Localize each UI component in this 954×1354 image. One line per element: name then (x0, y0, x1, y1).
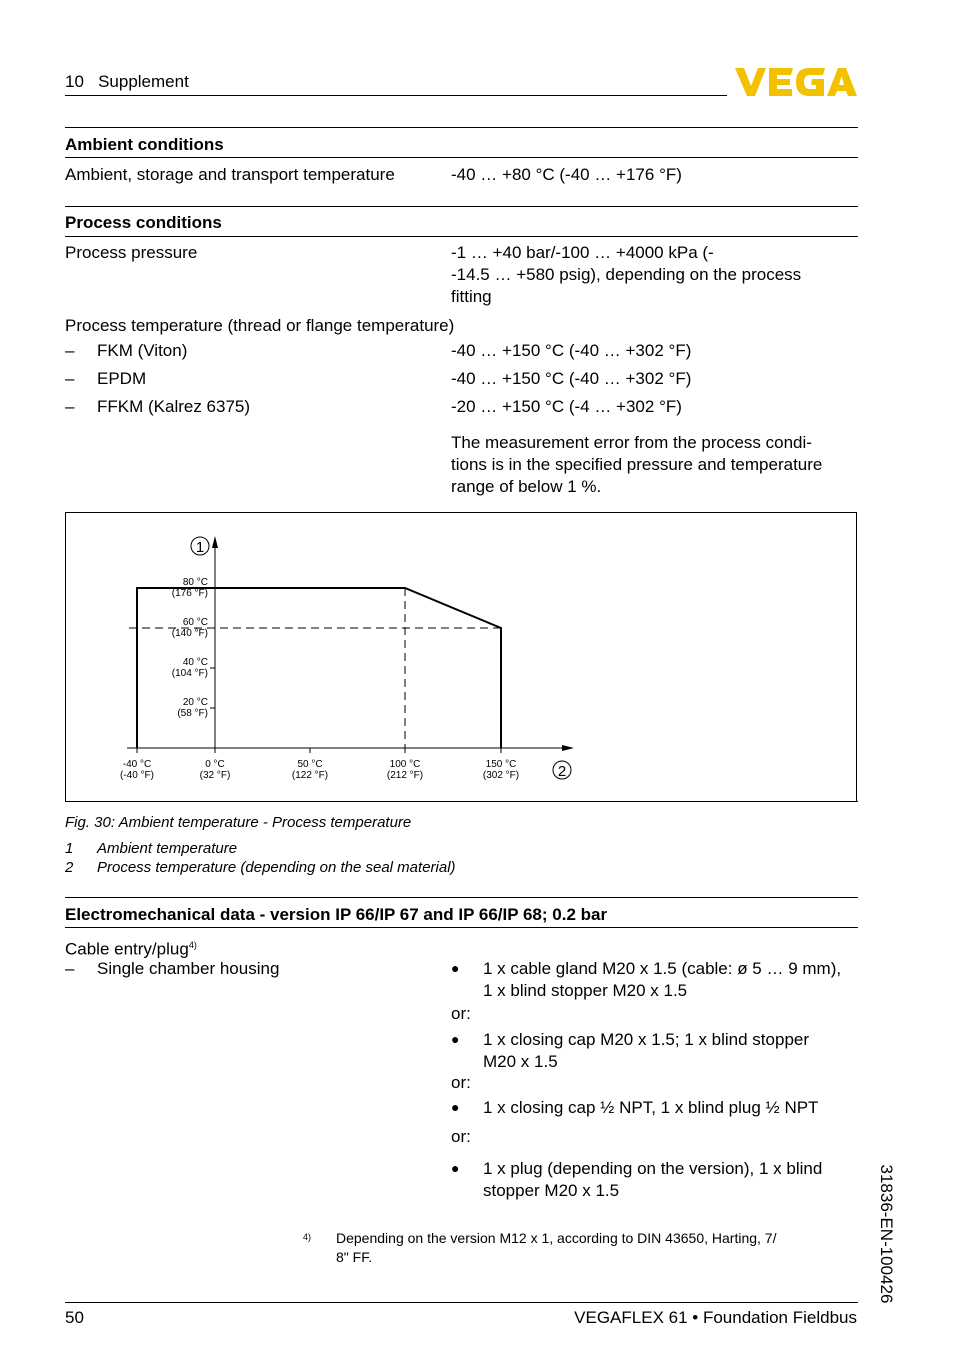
footer-product: VEGAFLEX 61 • Foundation Fieldbus (574, 1308, 857, 1327)
process-heading: Process conditions (65, 213, 222, 232)
y-tick-label: (176 °F) (171, 588, 208, 599)
y-tick-label: 60 °C (182, 617, 208, 628)
page-number: 50 (65, 1308, 84, 1327)
section-header: 10 Supplement (65, 72, 189, 91)
y-tick-label: (58 °F) (177, 708, 208, 719)
x-axis-marker-label: 2 (557, 763, 567, 780)
x-tick-label: (32 °F) (199, 770, 231, 781)
bullet-icon: ● (451, 1031, 460, 1047)
option-line: stopper M20 x 1.5 (483, 1181, 620, 1200)
option-2 (483, 1029, 809, 1073)
footer-rule (65, 1302, 858, 1303)
rule (65, 897, 858, 898)
rule (65, 236, 858, 237)
pressure-line: fitting (451, 287, 492, 306)
pressure-value (451, 242, 801, 308)
seal-value-ffkm: -20 … +150 °C (-4 … +302 °F) (451, 397, 682, 416)
x-tick-label: 0 °C (205, 759, 225, 770)
measurement-note (451, 432, 822, 498)
housing-dash: – (65, 959, 75, 978)
y-tick-label: 40 °C (182, 657, 208, 668)
x-axis-arrow (562, 745, 574, 751)
note-line: range of below 1 %. (451, 477, 602, 496)
x-tick-label: (122 °F) (291, 770, 329, 781)
y-tick-label: 20 °C (182, 697, 208, 708)
option-3 (483, 1097, 818, 1119)
ambient-heading: Ambient conditions (65, 135, 224, 154)
option-line: 1 x closing cap M20 x 1.5; 1 x blind stopper (483, 1030, 810, 1049)
footnote-line: Depending on the version M12 x 1, according to DIN 43650, Harting, 7/ (336, 1230, 777, 1246)
bullet-icon: ● (451, 1099, 460, 1115)
or-text: or: (451, 1073, 471, 1092)
or-text: or: (451, 1004, 471, 1023)
vega-logo (735, 66, 857, 98)
option-1 (483, 958, 841, 1002)
y-tick-label: 80 °C (182, 577, 208, 588)
note-line: tions is in the specified pressure and temperature (451, 455, 823, 474)
x-tick-label: 100 °C (389, 759, 421, 770)
seal-dash: – (65, 369, 75, 388)
rule (65, 157, 858, 158)
rule (65, 206, 858, 207)
y-tick-label: (104 °F) (171, 668, 208, 679)
seal-dash: – (65, 341, 75, 360)
rule (65, 927, 858, 928)
seal-value-epdm: -40 … +150 °C (-40 … +302 °F) (451, 369, 692, 388)
footnote-ref: 4) (188, 940, 197, 950)
y-tick-label: (140 °F) (171, 628, 208, 639)
side-doc-code: 31836-EN-100426 (877, 1164, 896, 1304)
or-text: or: (451, 1127, 471, 1146)
electro-heading: Electromechanical data - version IP 66/IP 67 and IP 66/IP 68; 0.2 bar (65, 905, 608, 924)
legend-text: Process temperature (depending on the seal material) (97, 859, 456, 876)
seal-name-fkm: FKM (Viton) (97, 341, 188, 360)
seal-dash: – (65, 397, 75, 416)
legend-num: 1 (65, 840, 74, 857)
bullet-icon: ● (451, 960, 460, 976)
option-line: 1 x closing cap ½ NPT, 1 x blind plug ½ NPT (483, 1098, 819, 1117)
temperature-chart (65, 512, 857, 802)
process-temp-label: Process temperature (thread or flange temperature) (65, 316, 455, 335)
figure-caption: Fig. 30: Ambient temperature - Process temperature (65, 814, 412, 831)
seal-name-ffkm: FFKM (Kalrez 6375) (97, 397, 251, 416)
legend-text: Ambient temperature (97, 840, 238, 857)
bullet-icon: ● (451, 1160, 460, 1176)
pressure-line: -1 … +40 bar/-100 … +4000 kPa (- (451, 243, 714, 262)
x-tick-label: -40 °C (122, 759, 152, 770)
x-tick-label: (-40 °F) (120, 770, 154, 781)
option-line: 1 x plug (depending on the version), 1 x blind (483, 1159, 823, 1178)
footnote-text (336, 1229, 776, 1267)
legend-num: 2 (65, 859, 74, 876)
option-line: M20 x 1.5 (483, 1052, 558, 1071)
x-tick-label: 50 °C (297, 759, 323, 770)
ambient-value: -40 … +80 °C (-40 … +176 °F) (451, 165, 682, 184)
header-rule (65, 95, 727, 96)
y-axis-arrow (212, 536, 218, 548)
housing-label: Single chamber housing (97, 959, 280, 978)
cable-entry-text: Cable entry/plug (65, 939, 189, 959)
option-4 (483, 1158, 822, 1202)
footnote-line: 8" FF. (336, 1249, 373, 1265)
pressure-line: -14.5 … +580 psig), depending on the process (451, 265, 802, 284)
ambient-label: Ambient, storage and transport temperature (65, 165, 395, 184)
x-tick-label: (212 °F) (386, 770, 424, 781)
option-line: 1 x blind stopper M20 x 1.5 (483, 981, 688, 1000)
rule (65, 127, 858, 128)
footnote-num: 4) (303, 1232, 312, 1242)
cable-entry-label (65, 934, 197, 961)
note-line: The measurement error from the process condi- (451, 433, 812, 452)
y-axis-marker-label: 1 (195, 539, 205, 556)
x-tick-label: 150 °C (485, 759, 517, 770)
seal-value-fkm: -40 … +150 °C (-40 … +302 °F) (451, 341, 692, 360)
x-tick-label: (302 °F) (482, 770, 520, 781)
pressure-label: Process pressure (65, 243, 198, 262)
seal-name-epdm: EPDM (97, 369, 147, 388)
option-line: 1 x cable gland M20 x 1.5 (cable: ø 5 … 9 mm), (483, 959, 842, 978)
